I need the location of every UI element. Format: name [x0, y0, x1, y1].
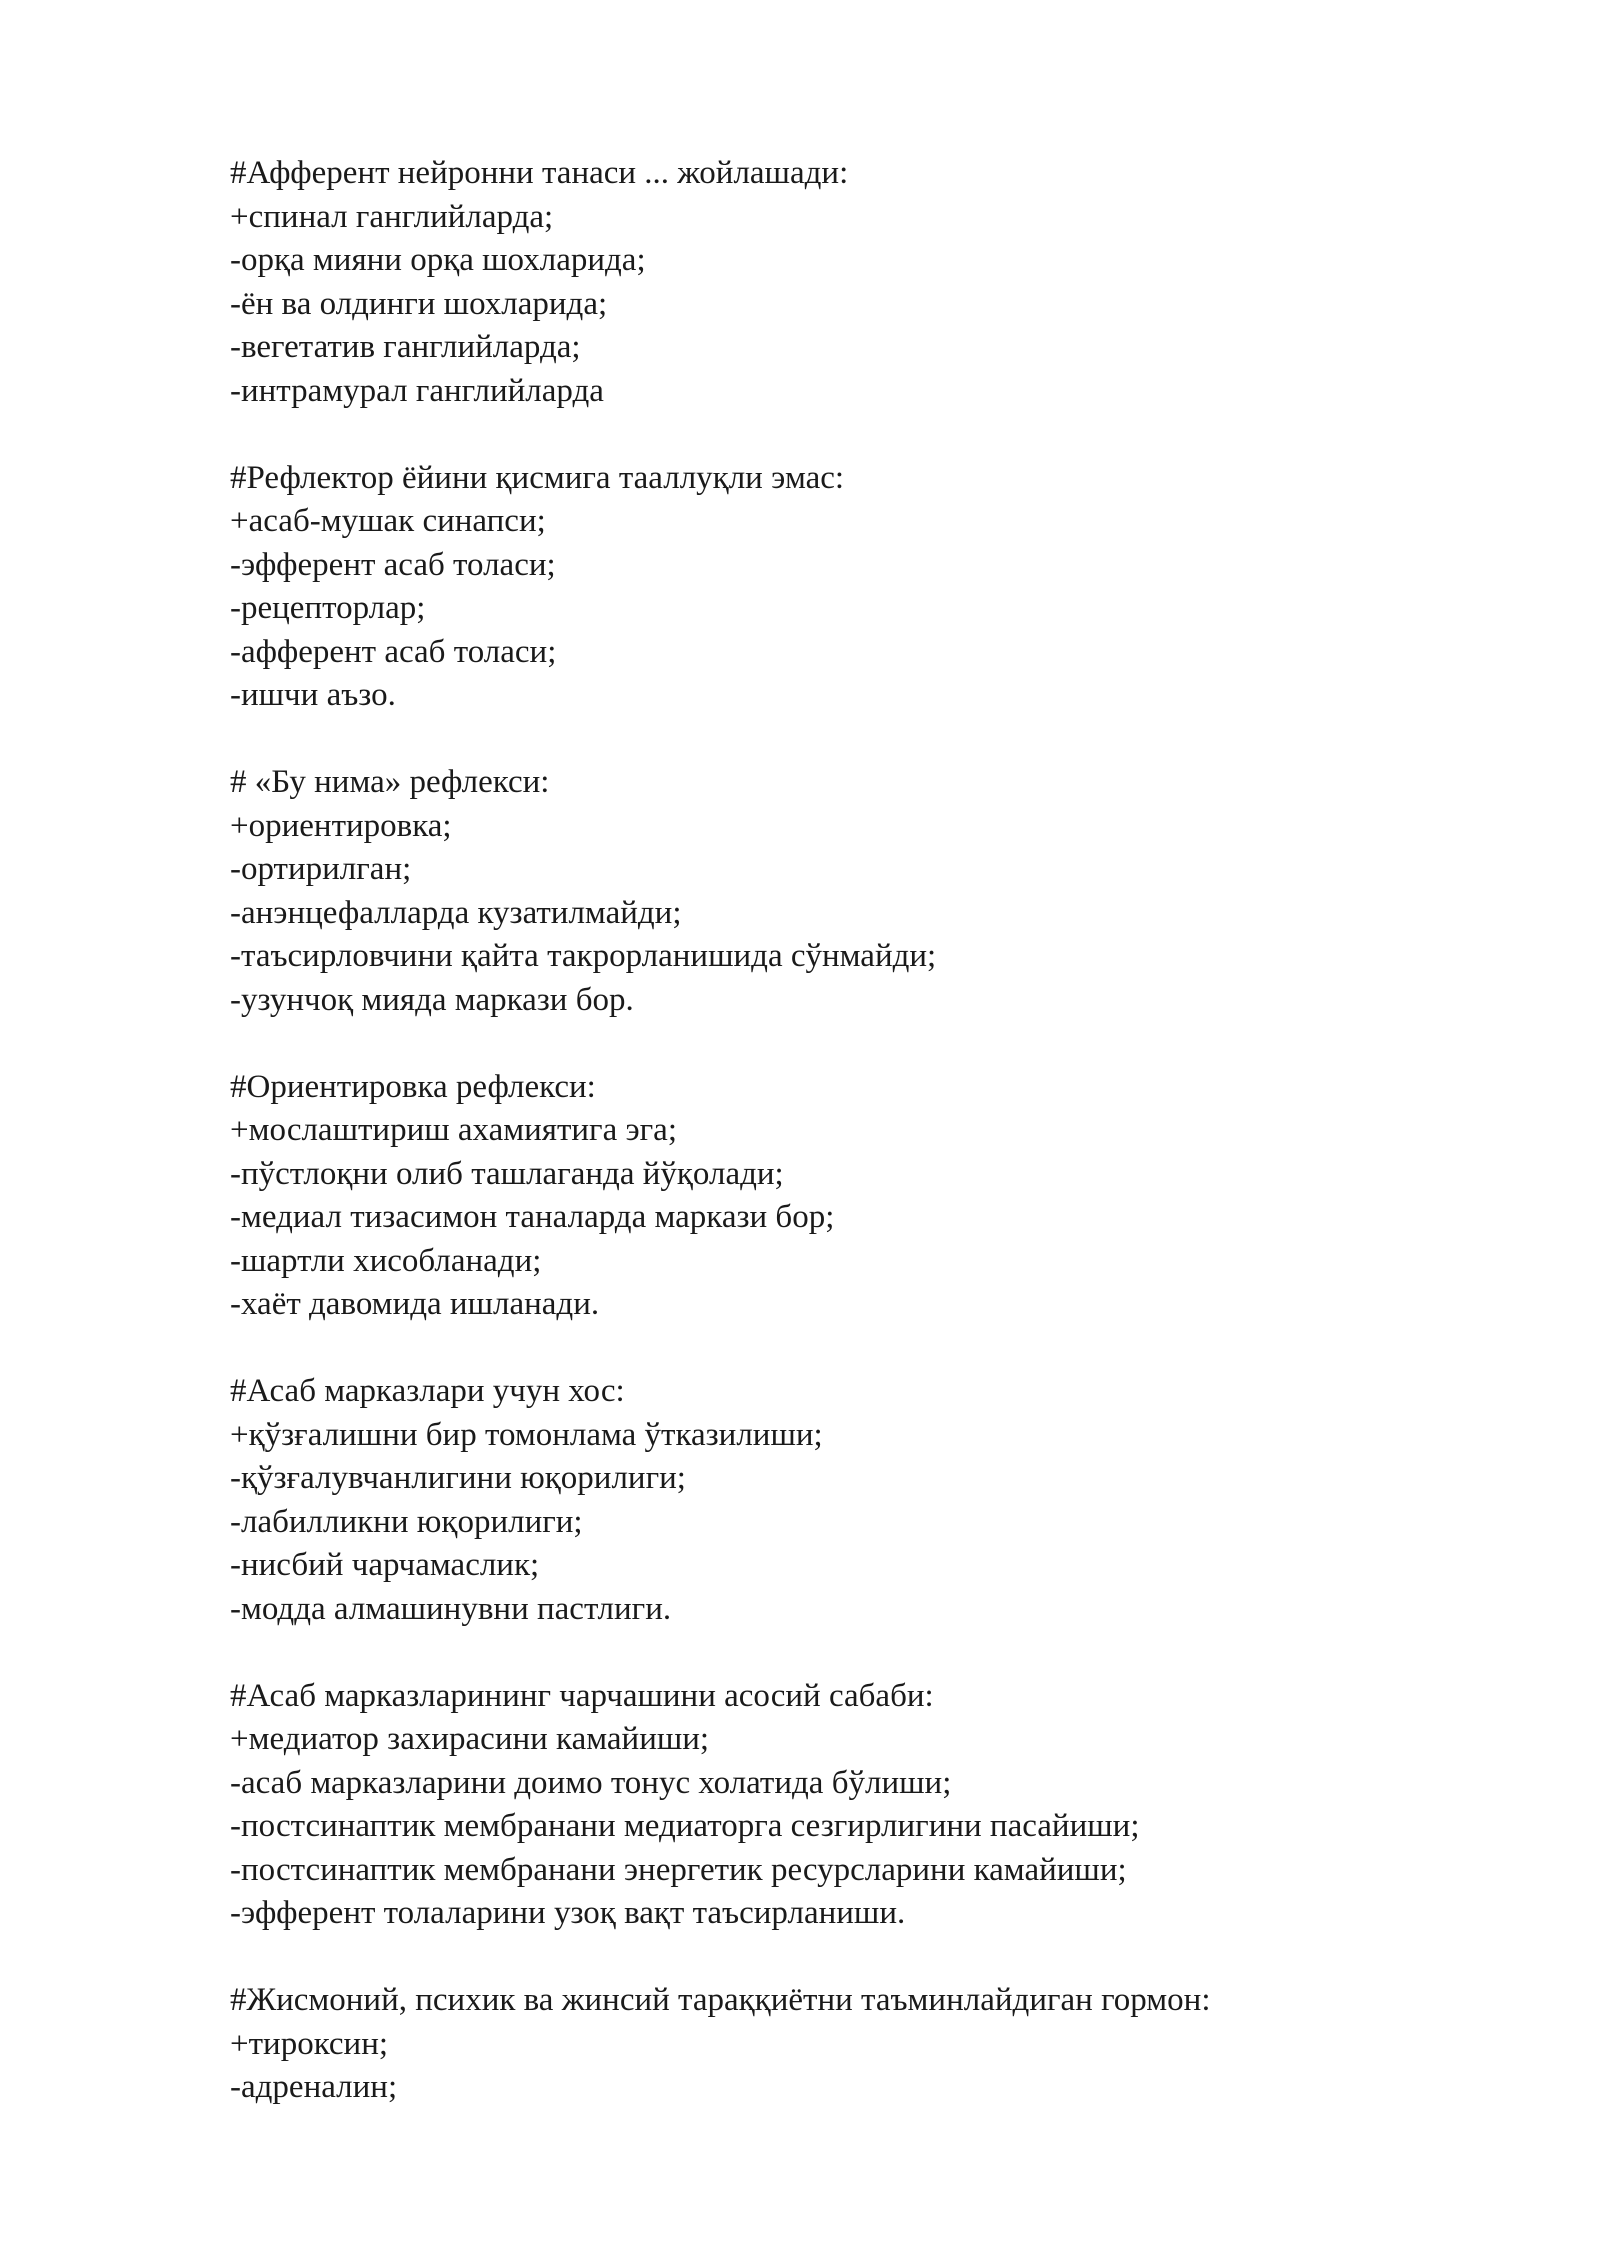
question-block-7	[230, 1979, 1490, 2110]
answer-option: -интрамурал ганглийларда	[230, 372, 604, 409]
question-text: #Жисмоний, психик ва жинсий тараққиётни таъминлайдиган гормон:	[230, 1982, 1211, 2018]
answer-option: -таъсирловчини қайта такрорланишида сўнмайди;	[230, 938, 937, 974]
answer-option: -ортирилган;	[230, 851, 412, 887]
answer-option: -узунчоқ мияда маркази бор.	[230, 981, 634, 1018]
answer-option: -қўзғалувчанлигини юқорилиги;	[230, 1460, 686, 1496]
answer-option: -вегетатив ганглийларда;	[230, 329, 581, 365]
answer-option: -медиал тизасимон таналарда маркази бор;	[230, 1199, 835, 1235]
correct-answer: +ориентировка;	[230, 807, 452, 844]
answer-option: -ён ва олдинги шохларида;	[230, 285, 608, 322]
answer-option: -адреналин;	[230, 2069, 398, 2105]
correct-answer: +медиатор захирасини камайиши;	[230, 1721, 710, 1757]
answer-option: -нисбий чарчамаслик;	[230, 1547, 540, 1583]
answer-option: -лабилликни юқорилиги;	[230, 1503, 583, 1540]
question-text: #Асаб марказларининг чарчашини асосий сабаби:	[230, 1677, 934, 1714]
question-text: # «Бу нима» рефлекси:	[230, 764, 550, 800]
answer-option: -постсинаптик мембранани энергетик ресурсларини камайиши;	[230, 1851, 1127, 1888]
question-text: #Ориентировка рефлекси:	[230, 1068, 596, 1105]
answer-option: -постсинаптик мембранани медиаторга сезгирлигини пасайиши;	[230, 1808, 1140, 1844]
question-block-4	[230, 1066, 1490, 1327]
question-block-2	[230, 457, 1490, 718]
document-page	[230, 152, 1490, 2153]
question-block-1	[230, 152, 1490, 413]
answer-option: -орқа мияни орқа шохларида;	[230, 242, 646, 278]
answer-option: -анэнцефалларда кузатилмайди;	[230, 894, 682, 931]
question-text: #Афферент нейронни танаси ... жойлашади:	[230, 155, 849, 191]
correct-answer: +тироксин;	[230, 2025, 389, 2062]
answer-option: -эфферент толаларини узоқ вақт таъсирланиши.	[230, 1895, 906, 1931]
answer-option: -ишчи аъзо.	[230, 677, 396, 713]
correct-answer: +спинал ганглийларда;	[230, 198, 554, 235]
answer-option: -хаёт давомида ишланади.	[230, 1286, 600, 1322]
answer-option: -рецепторлар;	[230, 590, 426, 626]
question-text: #Асаб марказлари учун хос:	[230, 1373, 625, 1409]
answer-option: -афферент асаб толаси;	[230, 633, 557, 670]
correct-answer: +мослаштириш ахамиятига эга;	[230, 1112, 677, 1148]
question-text: #Рефлектор ёйини қисмига тааллуқли эмас:	[230, 459, 845, 496]
question-block-6	[230, 1675, 1490, 1936]
correct-answer: +асаб-мушак синапси;	[230, 503, 546, 539]
correct-answer: +қўзғалишни бир томонлама ўтказилиши;	[230, 1416, 823, 1453]
question-block-5	[230, 1370, 1490, 1631]
answer-option: -модда алмашинувни пастлиги.	[230, 1590, 672, 1627]
question-block-3	[230, 761, 1490, 1022]
answer-option: -асаб марказларини доимо тонус холатида бўлиши;	[230, 1764, 952, 1801]
answer-option: -пўстлоқни олиб ташлаганда йўқолади;	[230, 1155, 784, 1192]
answer-option: -эфферент асаб толаси;	[230, 546, 556, 583]
answer-option: -шартли хисобланади;	[230, 1242, 542, 1279]
